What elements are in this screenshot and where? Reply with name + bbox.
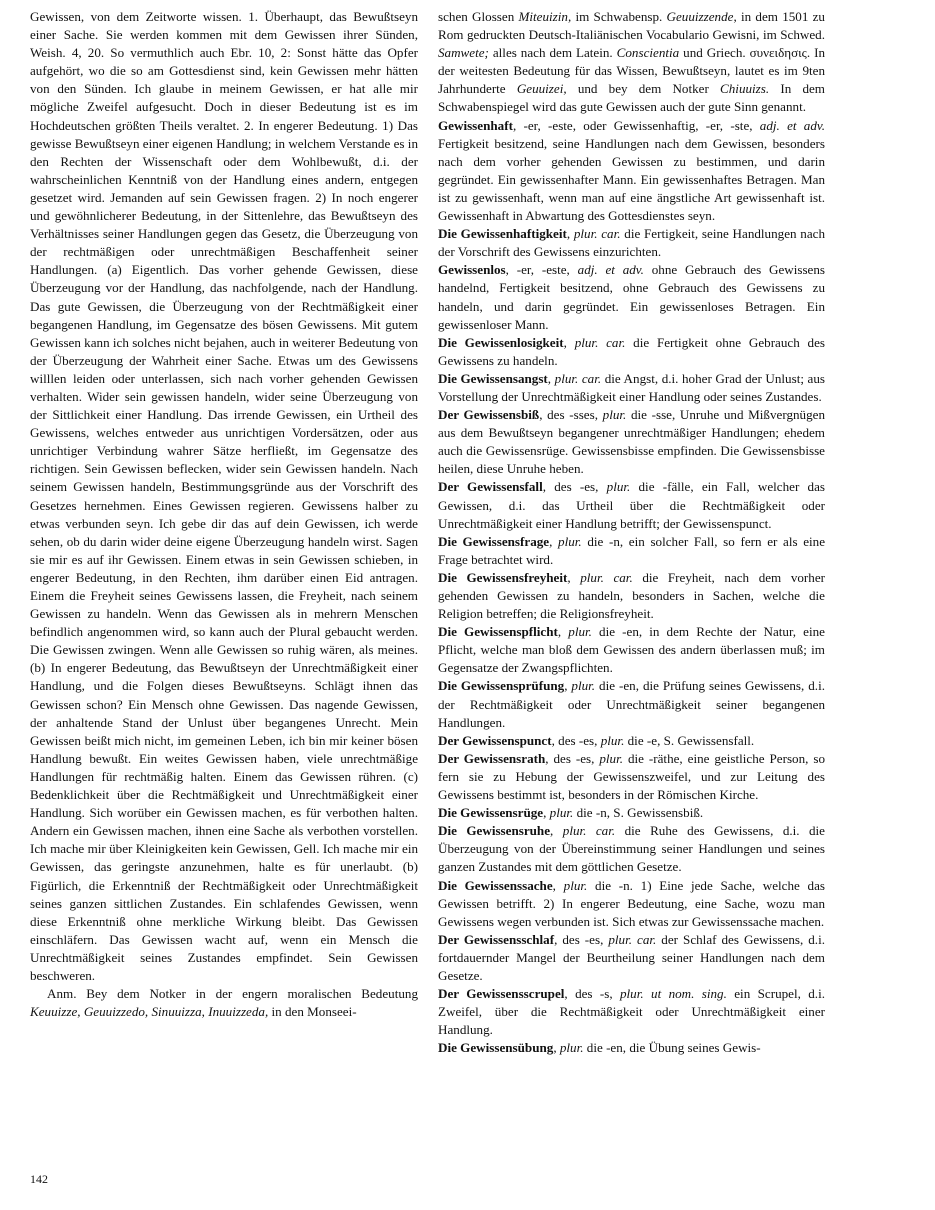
- entry-headword: Der Gewissensbiß: [438, 407, 540, 423]
- dictionary-entry: [438, 478, 825, 532]
- entry-grammar: ,: [566, 226, 574, 242]
- entry-pos: plur.: [558, 533, 582, 549]
- dictionary-entry: [438, 623, 825, 677]
- annotation-paragraph: [30, 985, 418, 1021]
- entry-definition: die Ruhe des Gewissens, d.i. die Überzeugung von der Übereinstimmung seiner Handlungen und seines ganzen Zustandes mit dem göttlichen Gesetze.: [438, 823, 825, 875]
- continuation-italic: Chiuuizs.: [720, 81, 770, 97]
- entry-headword: Die Gewissenlosigkeit: [438, 334, 564, 350]
- right-column: [438, 8, 825, 1057]
- entry-grammar: ,: [563, 334, 575, 350]
- continuation-text: in dem 1501 zu Rom gedruckten Deutsch-Italiänischen Vocabulario Gewisni, im Schwed.: [438, 9, 825, 43]
- left-column: [30, 8, 418, 1021]
- entry-grammar: ,: [557, 624, 569, 640]
- entry-pos: plur. car.: [580, 569, 633, 585]
- entry-grammar: , -er, -este,: [505, 262, 578, 278]
- entry-headword: Die Gewissensruhe: [438, 823, 551, 839]
- entry-headword: Die Gewissenhaftigkeit: [438, 226, 567, 242]
- entry-grammar: ,: [550, 823, 563, 839]
- dictionary-entry: [438, 877, 825, 931]
- entry-pos: plur.: [549, 805, 574, 821]
- entry-definition: die Fertigkeit ohne Gebrauch des Gewissens zu handeln.: [438, 334, 826, 368]
- entry-headword: Die Gewissensfreyheit: [438, 569, 568, 585]
- dictionary-entry: [438, 261, 825, 333]
- entry-pos: plur. car.: [573, 226, 621, 242]
- entry-grammar: ,: [564, 678, 572, 694]
- entry-definition: die -en, in dem Rechte der Natur, eine Pflicht, welche man bloß dem Gewissen des andern überlassen muß; im Gegensatze der Zwangspflichten.: [438, 624, 825, 676]
- entry-grammar: , des -es,: [551, 732, 601, 748]
- entry-headword: Die Gewissensfrage: [438, 533, 550, 549]
- continuation-text: alles nach dem Latein.: [488, 45, 617, 61]
- entry-headword: Gewissenhaft: [438, 117, 513, 133]
- entry-pos: plur.: [568, 624, 592, 640]
- dictionary-entry: [438, 985, 825, 1039]
- continuation-text: schen Glossen: [438, 9, 519, 24]
- continuation-italic: Geuuizei,: [516, 81, 567, 97]
- entry-pos: plur.: [563, 877, 588, 893]
- entry-headword: Der Gewissenspunct: [438, 732, 552, 748]
- entry-definition: die Angst, d.i. hoher Grad der Unlust; aus Vorstellung der Unrechtmäßigkeit einer Handlung oder seines Zustandes.: [438, 370, 826, 404]
- continuation-italic: Geuuizzende,: [666, 9, 737, 24]
- dictionary-entry: [438, 822, 825, 876]
- continuation-italic: Conscientia: [616, 45, 680, 61]
- dictionary-entry: [438, 1039, 825, 1057]
- entry-grammar: , des -es,: [545, 750, 600, 766]
- entry-definition: Fertigkeit besitzend, seine Handlungen nach dem Gewissen, besonders nach dem vorher gehenden Gewissen zu bestimmen, und darin gegründet. Ein gewissenhafter Mann. Ein gewissenhaftes Betragen. Man ist zu gewissenhaft, wenn man auf eine ängstliche Art gewissenhaft ist. Gewissenhaft in Abwartung des Gottesdienstes seyn.: [438, 135, 825, 224]
- dictionary-entry: [438, 732, 825, 750]
- entry-grammar: ,: [567, 569, 581, 585]
- entry-pos: plur. car.: [562, 823, 616, 839]
- entry-text: Gewissen, von dem Zeitworte wissen. 1. Überhaupt, das Bewußtseyn einer Sache. Sie werden kommen mit dem Gewissen ihrer Sünden, Weish. 4, 20. So vermuthlich auch Ebr. 10, 2: Sonst hätte das Opfer aufgehört, wo die so am Gottesdienst sind, kein Gewissen mehr hätten von den Sünden. Ich glaube in meinem Gewissen, er hat alle mir mögliche Zweifel aufgesucht. Doch in dieser Bedeutung ist es im Hochdeutschen größten Theils veraltet. 2. In engerer Bedeutung. 1) Das gewisse Bewußtseyn einer eigenen Handlung; in welchem Verstande es in den Rechten der Wissenschaft oder dem Wohlbewußt, d.i. der wahrscheinlichen Kenntniß von der Handlung eines andern, entgegen gesetzet wird. Jemanden auf sein Gewissen fragen. 2) In noch engerer und gewöhnlicherer Bedeutung, in der Sittenlehre, das Bewußtseyn des Verhältnisses seiner Handlungen gegen das Gesetz, die Überzeugung von der rechtmäßigen oder unrechtmäßigen Beschaffenheit seiner Handlungen. (a) Eigentlich. Das vorher gehende Gewissen, diese Überzeugung vor der Handlung, das nachfolgende, nach der Handlung. Das gute Gewissen, die Überzeugung von der Rechtmäßigkeit einer begangenen Handlung, im Gegensatze des bösen Gewissens. Mit gutem Gewissen kann ich solches nicht bejahen, auch in weiterer Bedeutung von der Überzeugung der Wahrheit einer Sache. Etwas um des Gewissens willlen leiden oder unterlassen, sich nach vorher gehenden Gewissen verhalten. Wider sein gewissen handeln, wider seine Überzeugung von der Sittlichkeit einer Handlung. Das irrende Gewissen, ein Urtheil des Gewissens, welches entweder aus unrichtigen Vordersätzen, oder aus unrichtiger Verbindung wahrer Sätze herfließt, im Gegensatze des richtigen. Sein Gewissen beflecken, wider sein Gewissen handeln. Nach seinem Gewissen handeln, Bestimmungsgründe aus der Vorschrift des Gesetzes hernehmen. Eines Gewissen regieren. Gewissens halber zu etwas verbunden seyn. Ich gebe dir das auf dein Gewissen, ich werde sehen, ob du darin wider deine eigene Überzeugung handeln wirst. Sagen sie mir es auf ihr Gewissen. Einem etwas in sein Gewissen schieben, in engerer Bedeutung, in den Rechten, ihm darüber einen Eid antragen. Einem die Freyheit seines Gewissens lassen, die Freyheit, nach seinem Gewissen zu handeln. Wenn das Gewissen als in mehrern Menschen befindlich angenommen wird, so kann auch der Plural gebaucht werden. Die Gewissen zwingen. Wenn alle Gewissen so ruhig wären, als meines. (b) In engerer Bedeutung, das Bewußtseyn der Unrechtmäßigkeit einer Handlung, und die Folgen dieses Bewußtseyns. Schlägt ihnen das Gewissen schon? Ein Mensch ohne Gewissen. Das nagende Gewissen, der anhaltende Stand der Unlust über begangenes Unrecht. Mein Gewissen beißt mich nicht, im gemeinen Leben, ich bin mir keiner bösen Handlung bewußt. Ein weites Gewissen haben, viele unrechtmäßige Handlungen für rechtmäßig halten. Einem das Gewissen rühren. (c) Bedenklichkeit über die Rechtmäßigkeit und Unrechtmäßigkeit einer Handlung. Sich worüber ein Gewissen machen, es für verbothen halten. Andern ein Gewissen machen, ihnen eine Sache als verbothen vorstellen. Ich mache mir über Kleinigkeiten kein Gewissen, Gell. Ich mache mir ein Gewissen, das geringste anzunehmen, halte es für unerlaubt. (b) Figürlich, die Erkenntniß der Rechtmäßigkeit oder Unrechtmäßigkeit seines ganzen sittlichen Zustandes. Ein schlafendes Gewissen, wenn diese Erkenntniß ohne merkliche Wirkung bleibt. Das Gewissen einschläfern. Das Gewissen wacht auf, wenn ein Mensch die Unrechtmäßigkeit seines Zustandes empfindet. Sein Gewissen beschweren.: [30, 9, 418, 983]
- entry-pos: plur. car.: [574, 334, 626, 350]
- entry-grammar: , des -es,: [542, 479, 607, 495]
- dictionary-entry: [438, 677, 825, 731]
- entry-headword: Die Gewissenssache: [438, 877, 553, 893]
- dictionary-entry: [438, 750, 825, 804]
- dictionary-entry: [438, 931, 825, 985]
- entry-headword: Gewissenlos: [438, 262, 506, 278]
- entry-headword: Der Gewissensscrupel: [438, 986, 565, 1002]
- continuation-paragraph: [438, 8, 825, 117]
- entry-pos: plur. ut nom. sing.: [620, 986, 727, 1002]
- entry-headword: Die Gewissensübung: [438, 1040, 554, 1056]
- continuation-italic: Samwete;: [438, 45, 489, 61]
- entry-definition: die Freyheit, nach dem vorher gehenden Gewissen zu handeln, besonders in Sachen, welche die Religion betreffen; die Religionsfreyheit.: [438, 569, 825, 622]
- annotation-text: Anm. Bey dem Notker in der engern moralischen Bedeutung: [47, 986, 418, 1002]
- entry-grammar: ,: [552, 877, 564, 893]
- entry-grammar: , des -s,: [564, 986, 620, 1002]
- entry-definition: die -e, S. Gewissensfall.: [624, 732, 755, 748]
- entry-pos: plur.: [600, 732, 625, 748]
- entry-definition: die -en, die Prüfung seines Gewissens, d.i. der Rechtmäßigkeit oder Unrechtmäßigkeit seiner begangenen Handlungen.: [438, 678, 825, 730]
- entry-definition: der Schlaf des Gewissens, d.i. fortdauernder Mangel der Beurtheilung seiner Handlungen nach dem Gesetze.: [438, 931, 825, 983]
- entry-headword: Die Gewissensprüfung: [438, 678, 565, 694]
- entry-grammar: ,: [553, 1040, 560, 1056]
- entry-pos: plur.: [571, 678, 596, 694]
- entry-grammar: , des -sses,: [539, 407, 603, 423]
- entry-headword: Die Gewissensrüge: [438, 805, 544, 821]
- dictionary-entry: [438, 804, 825, 822]
- entry-pos: plur.: [602, 407, 627, 423]
- entry-pos: adj. et adv.: [577, 262, 644, 278]
- entry-definition: die -n, ein solcher Fall, so fern er als eine Frage betrachtet wird.: [438, 533, 826, 567]
- page-number: 142: [30, 1172, 48, 1186]
- entry-grammar: ,: [547, 370, 555, 386]
- entry-definition: ein Scrupel, d.i. Zweifel, über die Rechtmäßigkeit oder Unrechtmäßigkeit einer Handlung.: [438, 986, 825, 1038]
- dictionary-entries: [438, 117, 825, 1058]
- entry-headword: Die Gewissenspflicht: [438, 624, 558, 640]
- entry-definition: die -fälle, ein Fall, welcher das Gewissen, d.i. das Urtheil über die Rechtmäßigkeit oder Unrechtmäßigkeit einer Handlung betrifft; der Gewissenspunct.: [438, 479, 825, 531]
- annotation-text: in den Monseei-: [268, 1004, 357, 1020]
- entry-headword: Die Gewissensangst: [438, 370, 548, 386]
- entry-definition: die -n, S. Gewissensbiß.: [573, 805, 704, 821]
- entry-definition: die -n. 1) Eine jede Sache, welche das Gewissen betrifft. 2) In engerer Bedeutung, eine Sache, wozu man Gewissens wegen verbunden ist. Sich etwas zur Gewissenssache machen.: [438, 877, 826, 929]
- entry-definition: die Fertigkeit, seine Handlungen nach der Vorschrift des Gewissens einzurichten.: [438, 226, 826, 260]
- dictionary-entry: [438, 117, 825, 226]
- entry-headword: Der Gewissensschlaf: [438, 931, 555, 947]
- entry-headword: Der Gewissensfall: [438, 479, 543, 495]
- entry-pos: plur.: [606, 479, 631, 495]
- dictionary-entry: [438, 370, 825, 406]
- entry-pos: adj. et adv.: [759, 117, 825, 133]
- continuation-text: im Schwabensp.: [571, 9, 667, 24]
- dictionary-entry: [438, 225, 825, 261]
- entry-grammar: , des -es,: [554, 931, 609, 947]
- annotation-italic: Keuuizze, Geuuizzedo, Sinuuizza, Inuuizzeda,: [30, 1004, 269, 1020]
- entry-pos: plur.: [559, 1040, 584, 1056]
- entry-pos: plur. car.: [608, 931, 657, 947]
- entry-definition: ohne Gebrauch des Gewissens handelnd, Fertigkeit besitzend, ohne Gebrauch des Gewissens zu handeln, und darin gegründet. Ein gewissenloses Betragen. Ein gewissenloser Mann.: [438, 262, 825, 332]
- entry-definition: die -sse, Unruhe und Mißvergnügen aus dem Bewußtseyn begangener unrechtmäßiger Handlungen; ehedem auch die Gewissensrüge. Gewissensbisse empfinden. Die Gewissensbisse heilen, diese Unruhe heben.: [438, 407, 826, 477]
- entry-pos: plur. car.: [554, 370, 602, 386]
- dictionary-entry: [438, 334, 825, 370]
- dictionary-entry: [438, 533, 825, 569]
- continuation-text: In dem Schwabenspiegel wird das gute Gewissen auch der gute Sinn genannt.: [438, 81, 825, 115]
- entry-grammar: , -er, -este, oder Gewissenhaftig, -er, -ste,: [512, 117, 760, 133]
- continuation-italic: Miteuizin,: [518, 9, 572, 24]
- entry-definition: die -räthe, eine geistliche Person, so fern sie zu Hebung der Gewissenszweifel, und zur Leitung des Gewissens bestimmt ist, besonders in der Römischen Kirche.: [438, 750, 826, 803]
- continuation-text: und bey dem Notker: [566, 81, 721, 97]
- entry-grammar: ,: [549, 533, 559, 549]
- entry-headword: Der Gewissensrath: [438, 750, 546, 766]
- entry-definition: die -en, die Übung seines Gewis-: [583, 1040, 761, 1056]
- entry-grammar: ,: [543, 805, 550, 821]
- continuation-text: und Griech. συνειδησις. In der weitesten Bedeutung für das Wissen, Bewußtseyn, lautet es im 9ten Jahrhunderte: [438, 45, 825, 97]
- entry-pos: plur.: [599, 750, 624, 766]
- dictionary-entry: [438, 569, 825, 623]
- dictionary-entry: [438, 406, 825, 478]
